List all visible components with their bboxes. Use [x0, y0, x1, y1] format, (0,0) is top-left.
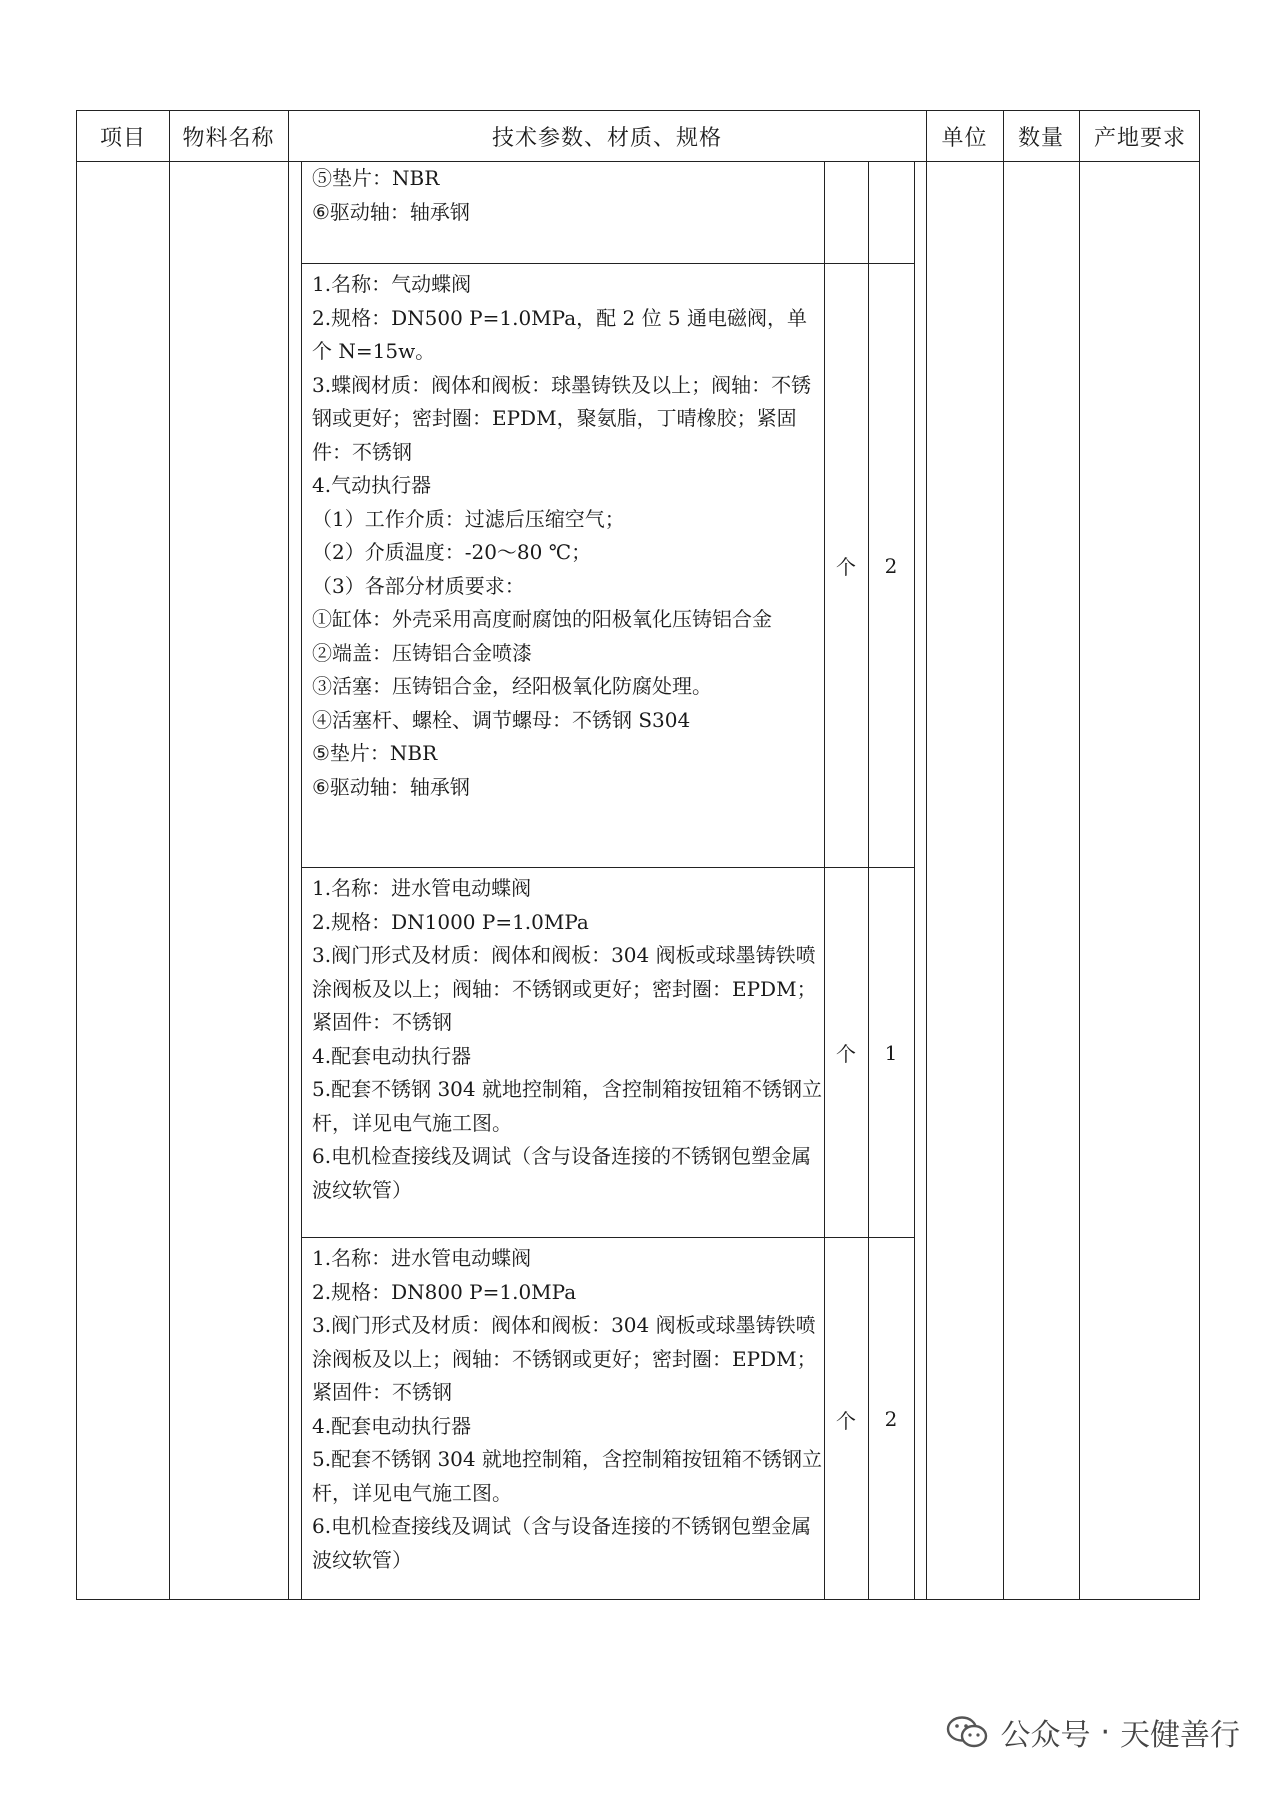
spec-row	[301, 162, 915, 263]
column-divider	[926, 111, 927, 1599]
spec-row	[301, 1237, 915, 1600]
spec-text: 1.名称：气动蝶阀 2.规格：DN500 P=1.0MPa，配 2 位 5 通电磁阀，单个 N=15w。 3.蝶阀材质：阀体和阀板：球墨铸铁及以上；阀轴：不锈钢或更好；密封圈：EPDM，聚氨脂，丁晴橡胶；紧固件：不锈钢 4.气动执行器 （1）工作介质：过滤后压缩空气； （2）介质温度：-20～80 ℃； （3）各部分材质要求： ①缸体：外壳采用高度耐腐蚀的阳极氧化压铸铝合金 ②端盖：压铸铝合金喷漆 ③活塞：压铸铝合金，经阳极氧化防腐处理。 ④活塞杆、螺栓、调节螺母：不锈钢 S304 ⑤垫片：NBR ⑥驱动轴：轴承钢	[312, 272, 812, 799]
wechat-icon	[946, 1714, 990, 1750]
spec-text: 1.名称：进水管电动蝶阀 2.规格：DN1000 P=1.0MPa 3.阀门形式及材质：阀体和阀板：304 阀板或球墨铸铁喷涂阀板及以上；阀轴：不锈钢或更好；密封圈：EPDM；紧固件：不锈钢 4.配套电动执行器 5.配套不锈钢 304 就地控制箱，含控制箱按钮箱不锈钢立杆，详见电气施工图。 6.电机检查接线及调试（含与设备连接的不锈钢包塑金属波纹软管）	[312, 876, 822, 1202]
unit-value: 个	[836, 1408, 856, 1433]
qty-value: 2	[884, 553, 898, 578]
column-divider	[1079, 111, 1080, 1599]
header-spec: 技术参数、材质、规格	[491, 125, 722, 151]
watermark-separator: ·	[1100, 1714, 1110, 1750]
spec-row	[301, 867, 915, 1237]
unit-value: 个	[836, 555, 856, 579]
column-divider	[169, 111, 170, 1599]
column-divider	[1003, 111, 1004, 1599]
qty-value	[868, 162, 914, 263]
spec-table	[76, 110, 1200, 1600]
header-origin: 产地要求	[1093, 125, 1186, 151]
watermark	[946, 1710, 1240, 1754]
header-unit: 单位	[941, 125, 988, 151]
header-material: 物料名称	[182, 125, 275, 151]
header-qty: 数量	[1017, 125, 1064, 151]
qty-value: 2	[884, 1407, 898, 1431]
qty-value: 1	[884, 1040, 898, 1065]
spec-row	[301, 263, 915, 867]
unit-value: 个	[836, 1042, 856, 1066]
spec-text: 1.名称：进水管电动蝶阀 2.规格：DN800 P=1.0MPa 3.阀门形式及材质：阀体和阀板：304 阀板或球墨铸铁喷涂阀板及以上；阀轴：不锈钢或更好；密封圈：EPDM；紧固件：不锈钢 4.配套电动执行器 5.配套不锈钢 304 就地控制箱，含控制箱按钮箱不锈钢立杆，详见电气施工图。 6.电机检查接线及调试（含与设备连接的不锈钢包塑金属波纹软管）	[312, 1246, 822, 1572]
column-divider	[288, 111, 289, 1599]
unit-value	[824, 162, 868, 263]
watermark-account: 天健善行	[1120, 1718, 1240, 1753]
header-item: 项目	[99, 125, 146, 151]
spec-text: ⑤垫片：NBR ⑥驱动轴：轴承钢	[312, 166, 470, 224]
watermark-prefix: 公众号	[1000, 1718, 1091, 1753]
